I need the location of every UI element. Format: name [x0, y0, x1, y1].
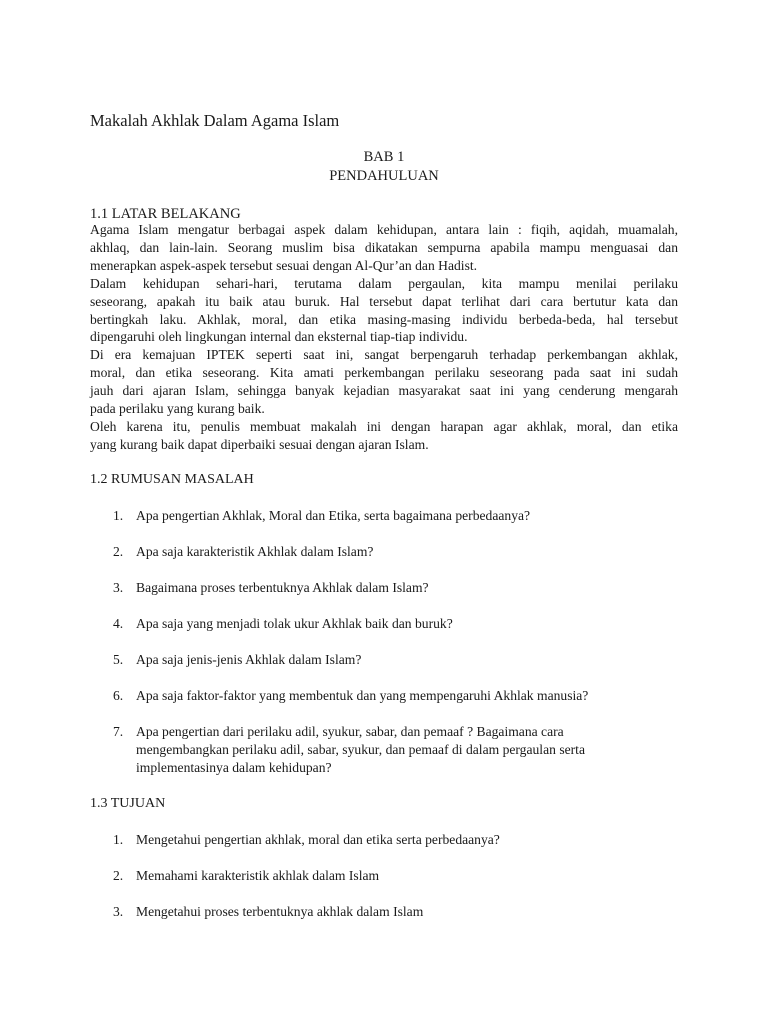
list-number: 7.	[113, 724, 124, 739]
section-heading-latar-belakang: 1.1 LATAR BELAKANG	[90, 206, 241, 222]
paragraph-line: pada perilaku yang kurang baik.	[90, 401, 265, 417]
list-line: Apa saja jenis-jenis Akhlak dalam Islam?	[136, 652, 362, 667]
list-text	[136, 723, 656, 777]
paragraph-line: dipengaruhi oleh lingkungan internal dan eksternal tiap-tiap individu.	[90, 329, 468, 345]
list-number: 1.	[113, 832, 124, 847]
list-number: 3.	[113, 580, 124, 595]
paragraph-line: Agama Islam mengatur berbagai aspek dalam kehidupan, antara lain : fiqih, aqidah, muamalah,	[90, 222, 678, 237]
document-page	[90, 0, 678, 1024]
paragraph-line: yang kurang baik dapat diperbaiki sesuai dengan ajaran Islam.	[90, 436, 429, 452]
paragraph-line: jauh dari ajaran Islam, sehingga banyak kejadian masyarakat saat ini yang cenderung mengarah	[90, 383, 678, 399]
list-line: Apa saja faktor-faktor yang membentuk dan yang mempengaruhi Akhlak manusia?	[136, 688, 589, 703]
paragraph	[90, 221, 678, 275]
list-line: Mengetahui pengertian akhlak, moral dan etika serta perbedaanya?	[136, 832, 500, 847]
paragraph	[90, 418, 678, 454]
paragraph-line: Dalam kehidupan sehari-hari, terutama dalam pergaulan, kita mampu menilai perilaku	[90, 275, 678, 291]
list-text	[136, 687, 656, 705]
list-text	[136, 579, 656, 597]
chapter-number: BAB 1	[363, 149, 405, 165]
list-text	[136, 615, 656, 633]
list-text	[136, 651, 656, 669]
list-number: 1.	[113, 508, 124, 523]
paragraph-line: akhlaq, dan lain-lain. Seorang muslim bisa dikatakan sempurna apabila mampu menguasai dan	[90, 239, 678, 255]
list-number: 4.	[113, 616, 124, 631]
list-text	[136, 507, 656, 525]
list-line: Bagaimana proses terbentuknya Akhlak dalam Islam?	[136, 580, 429, 595]
list-number: 2.	[113, 868, 124, 883]
paragraph-line: moral, dan etika seseorang. Kita amati perkembangan perilaku seseorang pada saat ini sudah	[90, 365, 678, 381]
list-text	[136, 831, 656, 849]
list-line: Memahami karakteristik akhlak dalam Islam	[136, 868, 380, 883]
paragraph-line: Di era kemajuan IPTEK seperti saat ini, sangat berpengaruh terhadap perkembangan akhlak,	[90, 347, 678, 363]
list-number: 3.	[113, 904, 124, 919]
list-line: implementasinya dalam kehidupan?	[136, 760, 332, 775]
list-number: 2.	[113, 544, 124, 559]
list-number: 6.	[113, 688, 124, 703]
chapter-heading	[90, 148, 678, 186]
paragraph	[90, 346, 678, 418]
section-heading-rumusan-masalah: 1.2 RUMUSAN MASALAH	[90, 472, 254, 487]
paragraph-line: Oleh karena itu, penulis membuat makalah ini dengan harapan agar akhlak, moral, dan etika	[90, 418, 678, 434]
paragraph-line: bertingkah laku. Akhlak, moral, dan etika masing-masing individu berbeda-beda, hal tersebut	[90, 311, 678, 327]
list-line: Apa saja karakteristik Akhlak dalam Islam?	[136, 544, 374, 559]
paragraph-line: menerapkan aspek-aspek tersebut sesuai dengan Al-Qur’an dan Hadist.	[90, 257, 478, 273]
list-line: Apa pengertian Akhlak, Moral dan Etika, serta bagaimana perbedaanya?	[136, 508, 531, 523]
document-title: Makalah Akhlak Dalam Agama Islam	[90, 111, 340, 130]
list-line: Apa saja yang menjadi tolak ukur Akhlak baik dan buruk?	[136, 616, 453, 631]
paragraph	[90, 275, 678, 347]
list-text	[136, 543, 656, 561]
section-heading-tujuan: 1.3 TUJUAN	[90, 796, 166, 811]
list-line: Mengetahui proses terbentuknya akhlak dalam Islam	[136, 904, 424, 919]
paragraph-line: seseorang, apakah itu baik atau buruk. Hal tersebut dapat terlihat dari cara bertutur kata dan	[90, 293, 678, 309]
list-text	[136, 867, 656, 885]
latar-belakang-body	[90, 221, 678, 454]
list-line: Apa pengertian dari perilaku adil, syukur, sabar, dan pemaaf ? Bagaimana cara	[136, 724, 564, 739]
list-number: 5.	[113, 652, 124, 667]
chapter-name: PENDAHULUAN	[329, 168, 439, 184]
list-line: mengembangkan perilaku adil, sabar, syukur, dan pemaaf di dalam pergaulan serta	[136, 742, 585, 757]
list-text	[136, 903, 656, 921]
